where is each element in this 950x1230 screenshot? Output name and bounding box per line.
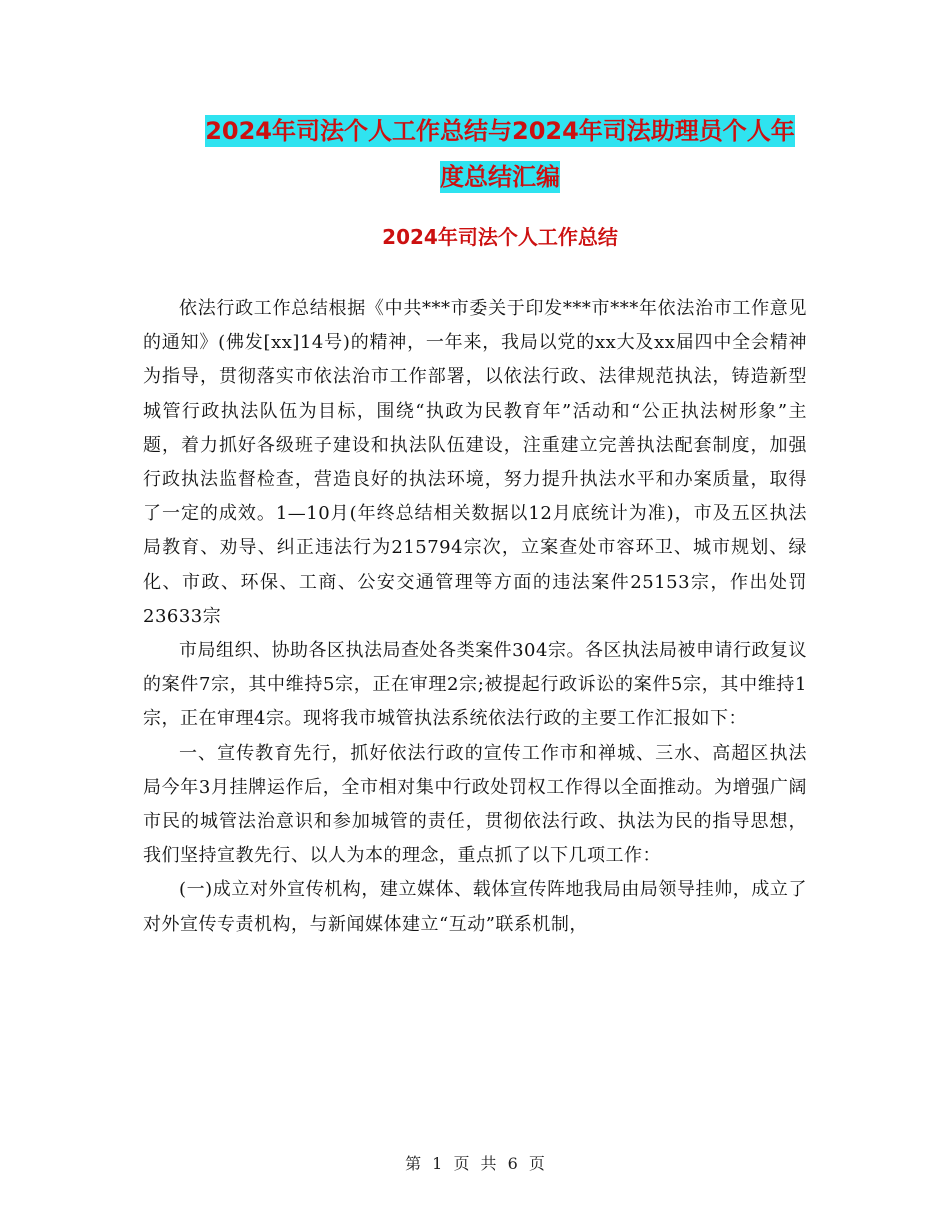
document-title bbox=[140, 108, 860, 200]
document-title-line2: 度总结汇编 bbox=[440, 163, 560, 191]
section-title: 2024年司法个人工作总结 bbox=[382, 225, 618, 249]
paragraph-2: 市局组织、协助各区执法局查处各类案件304宗。各区执法局被申请行政复议的案件7宗，其中维持5宗，正在审理2宗;被提起行政诉讼的案件5宗，其中维持1宗，正在审理4宗。现将我市城管执法系统依法行政的主要工作汇报如下： bbox=[143, 640, 807, 730]
document-title-line1: 2024年司法个人工作总结与2024年司法助理员个人年 bbox=[205, 117, 795, 145]
page-number-footer: 第 1 页 共 6 页 bbox=[405, 1154, 545, 1173]
paragraph-1: 依法行政工作总结根据《中共***市委关于印发***市***年依法治市工作意见的通知》(佛发[xx]14号)的精神，一年来，我局以党的xx大及xx届四中全会精神为指导，贯彻落实市依法治市工作部署，以依法行政、法律规范执法，铸造新型城管行政执法队伍为目标，围绕“执政为民教育年”活动和“公正执法树形象”主题，着力抓好各级班子建设和执法队伍建设，注重建立完善执法配套制度，加强行政执法监督检查，营造良好的执法环境，努力提升执法水平和办案质量，取得了一定的成效。1—10月(年终总结相关数据以12月底统计为准)，市及五区执法局教育、劝导、纠正违法行为215794宗次，立案查处市容环卫、城市规划、绿化、市政、环保、工商、公安交通管理等方面的违法案件25153宗，作出处罚23633宗 bbox=[143, 298, 807, 627]
paragraph-4: (一)成立对外宣传机构，建立媒体、载体宣传阵地我局由局领导挂帅，成立了对外宣传专责机构，与新闻媒体建立“互动”联系机制， bbox=[143, 879, 807, 935]
document-body bbox=[143, 292, 807, 942]
paragraph-3: 一、宣传教育先行，抓好依法行政的宣传工作市和禅城、三水、高超区执法局今年3月挂牌运作后，全市相对集中行政处罚权工作得以全面推动。为增强广阔市民的城管法治意识和参加城管的责任，贯彻依法行政、执法为民的指导思想，我们坚持宣教先行、以人为本的理念，重点抓了以下几项工作： bbox=[143, 742, 807, 867]
